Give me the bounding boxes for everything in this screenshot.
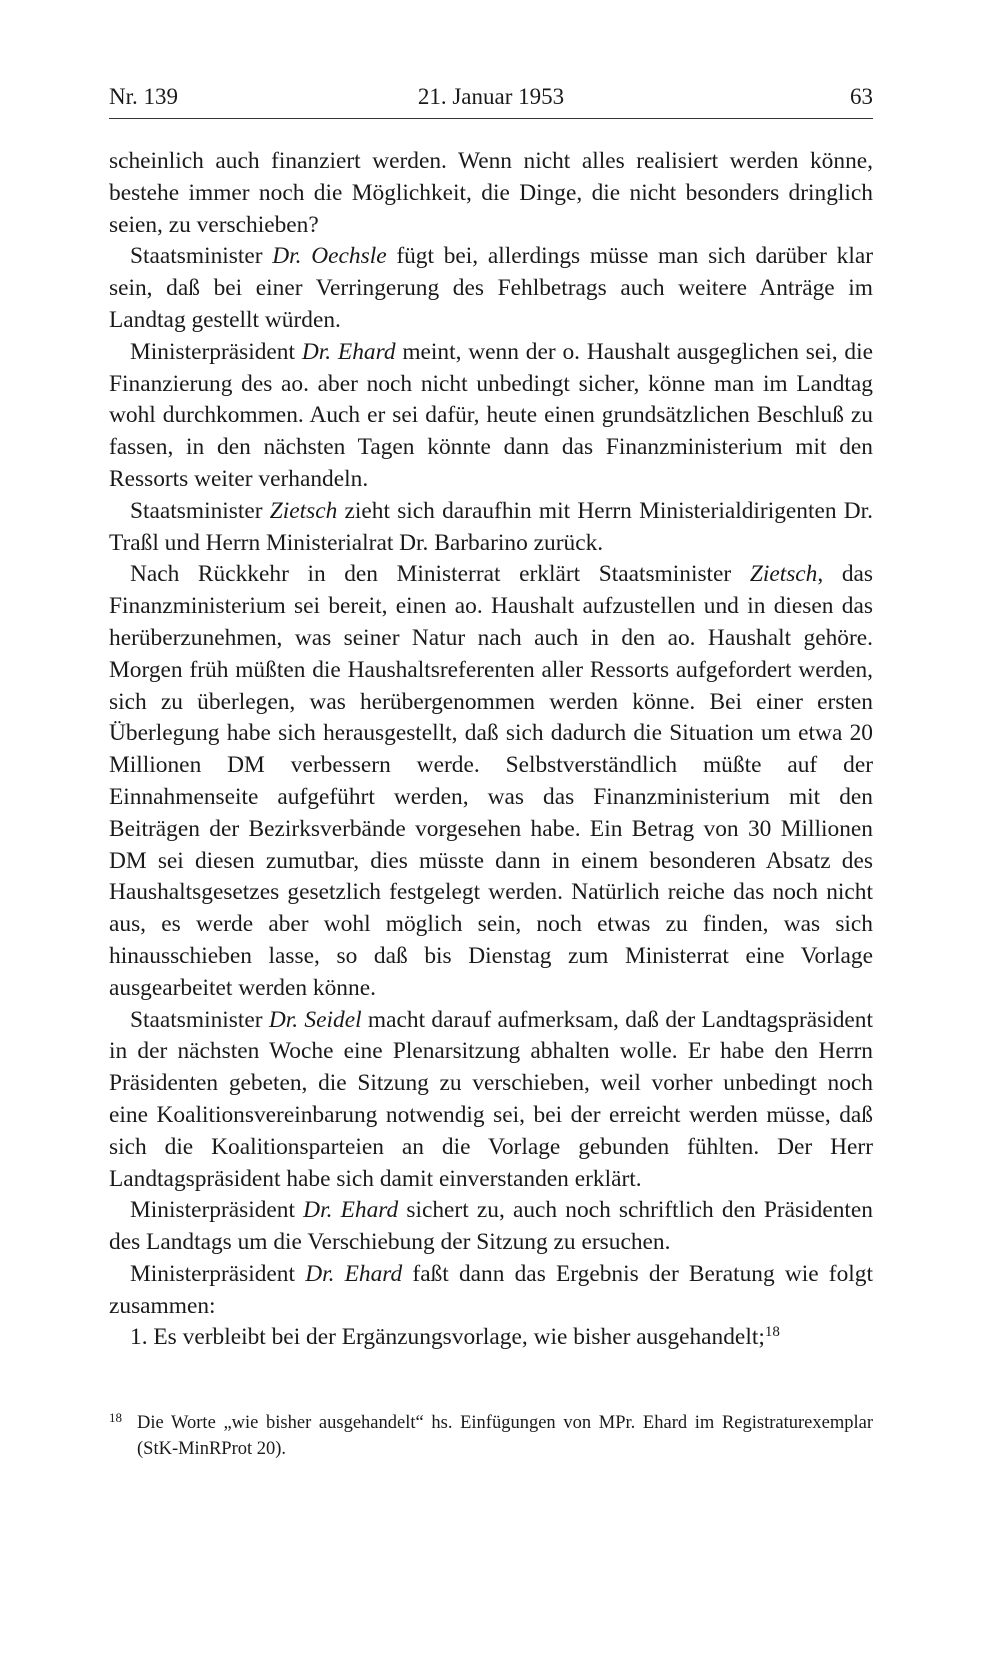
paragraph: Ministerpräsident Dr. Ehard meint, wenn der o. Haushalt ausgeglichen sei, die Finanzierung des ao. aber noch nicht unbedingt sicher, könne man im Landtag wohl durchkommen. Auch er sei dafür, heute einen grundsätzlichen Beschluß zu fassen, in den nächsten Tagen könnte dann das Finanzministerium mit den Ressorts weiter verhandeln. bbox=[109, 338, 873, 492]
header-date: 21. Januar 1953 bbox=[417, 84, 565, 109]
footnote-mark: 18 bbox=[109, 1410, 122, 1425]
speaker-name: Dr. Oechsle bbox=[272, 243, 387, 270]
footnote-text: Die Worte „wie bisher ausgehandelt“ hs. Einfügungen von MPr. Ehard im Registraturexemplar (StK-MinRProt 20). bbox=[137, 1413, 873, 1459]
footnote-reference[interactable]: 18 bbox=[764, 1324, 780, 1341]
running-header bbox=[109, 84, 873, 119]
document-number: Nr. 139 bbox=[109, 84, 178, 109]
speaker-name: Zietsch bbox=[749, 561, 818, 588]
paragraph: Nach Rückkehr in den Ministerrat erklärt Staatsminister Zietsch, das Finanzministerium sei bereit, einen ao. Haushalt aufzustellen und in diesen das herüberzunehmen, was seiner Natur nach auch in den ao. Haushalt gehöre. Morgen früh müßten die Haushaltsreferenten aller Ressorts aufgefordert werden, sich zu überlegen, was herübergenommen werden könne. Bei einer ersten Überlegung habe sich herausgestellt, daß sich dadurch die Situation um etwa 20 Millionen DM verbessern werde. Selbstverständlich müßte auf der Einnahmenseite aufgeführt werden, was das Finanzministerium mit den Beiträgen der Bezirksverbände vorgesehen habe. Ein Betrag von 30 Millionen DM sei diesen zumutbar, dies müsste dann in einem besonderen Absatz des Haushaltsgesetzes gesetzlich festgelegt werden. Natürlich reiche das noch nicht aus, es werde aber wohl möglich sein, noch etwas zu finden, was sich hinausschieben lasse, so daß bis Dienstag zum Ministerrat eine Vorlage ausgearbeitet werden könne. bbox=[109, 561, 873, 1001]
speaker-name: Dr. Seidel bbox=[268, 1006, 362, 1033]
speaker-name: Dr. Ehard bbox=[303, 1197, 399, 1224]
paragraph: Staatsminister Zietsch zieht sich daraufhin mit Herrn Ministerialdirigenten Dr. Traßl und Herrn Ministerialrat Dr. Barbarino zurück. bbox=[109, 497, 873, 556]
speaker-name: Dr. Ehard bbox=[305, 1260, 403, 1287]
body-text bbox=[109, 146, 873, 1354]
speaker-name: Dr. Ehard bbox=[301, 338, 396, 365]
footnote bbox=[109, 1410, 873, 1462]
speaker-name: Zietsch bbox=[269, 497, 338, 524]
paragraph: Ministerpräsident Dr. Ehard sichert zu, auch noch schriftlich den Präsidenten des Landtags um die Verschiebung der Sitzung zu ersuchen. bbox=[109, 1197, 873, 1256]
page-number: 63 bbox=[850, 84, 873, 109]
paragraph: Staatsminister Dr. Seidel macht darauf aufmerksam, daß der Landtagspräsident in der nächsten Woche eine Plenarsitzung abhalten wolle. Er habe den Herrn Präsidenten gebeten, die Sitzung zu verschieben, weil vorher unbedingt noch eine Koalitionsvereinbarung notwendig sei, bei der erreicht werden müsse, daß sich die Koalitionsparteien an die Vorlage gebunden fühlten. Der Herr Landtagspräsident habe sich damit einverstanden erklärt. bbox=[109, 1006, 873, 1192]
list-item: 1. Es verbleibt bei der Ergänzungsvorlage, wie bisher ausgehandelt;$^{18}$ bbox=[130, 1324, 780, 1351]
paragraph: Ministerpräsident Dr. Ehard faßt dann das Ergebnis der Beratung wie folgt zusammen: bbox=[109, 1260, 873, 1319]
paragraph: scheinlich auch finanziert werden. Wenn nicht alles realisiert werden könne, bestehe immer noch die Möglichkeit, die Dinge, die nicht besonders dringlich seien, zu verschieben? bbox=[109, 148, 873, 238]
paragraph: Staatsminister Dr. Oechsle fügt bei, allerdings müsse man sich darüber klar sein, daß bei einer Verringerung des Fehlbetrags auch weitere Anträge im Landtag gestellt würden. bbox=[109, 243, 873, 333]
